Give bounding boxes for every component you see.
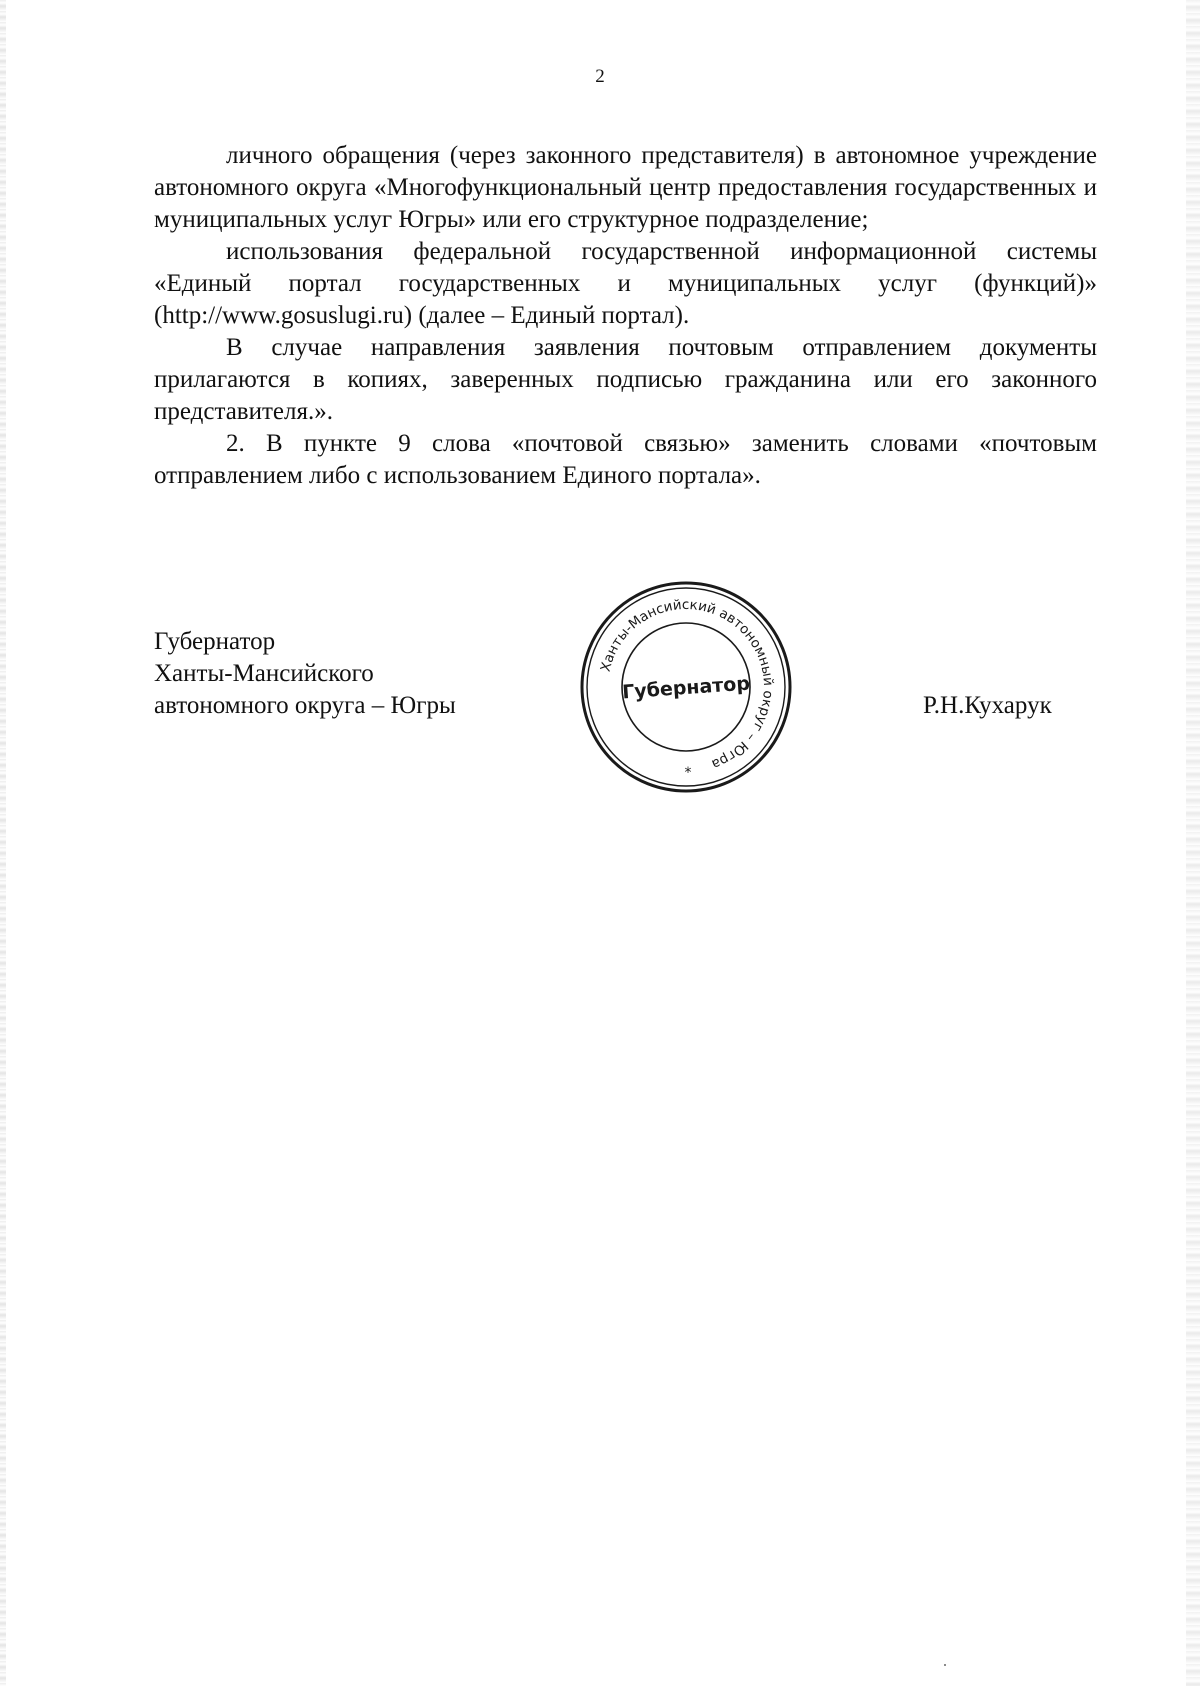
scan-edge-left	[0, 0, 6, 1686]
position-line: Губернатор	[154, 628, 276, 655]
seal-star: *	[684, 765, 692, 781]
scan-edge-right	[1186, 0, 1200, 1686]
position-line: Ханты-Мансийского	[154, 660, 374, 687]
paragraph: использования федеральной государственной информационной системы «Единый портал государственных и муниципальных услуг (функций)» (http://www.gosuslugi.ru) (далее – Единый портал).	[154, 238, 1097, 329]
position-line: автономного округа – Югры	[154, 692, 456, 719]
scan-speck	[944, 1664, 946, 1666]
official-seal	[576, 577, 796, 797]
paragraph: В случае направления заявления почтовым отправлением документы прилагаются в копиях, заверенных подписью гражданина или его законного представителя.».	[154, 334, 1097, 425]
seal-center-text: Губернатор	[621, 672, 751, 704]
page-number: 2	[595, 66, 605, 87]
signatory-position	[154, 626, 456, 722]
paragraph: 2. В пункте 9 слова «почтовой связью» заменить словами «почтовым отправлением либо с использованием Единого портала».	[154, 430, 1097, 489]
document-body	[154, 140, 1097, 492]
signer-name: Р.Н.Кухарук	[923, 692, 1052, 719]
paragraph: личного обращения (через законного представителя) в автономное учреждение автономного округа «Многофункциональный центр предоставления государственных и муниципальных услуг Югры» или его структурное подразделение;	[154, 142, 1097, 233]
seal-ring-text: Ханты-Мансийский автономный округ – Югра	[597, 596, 777, 773]
